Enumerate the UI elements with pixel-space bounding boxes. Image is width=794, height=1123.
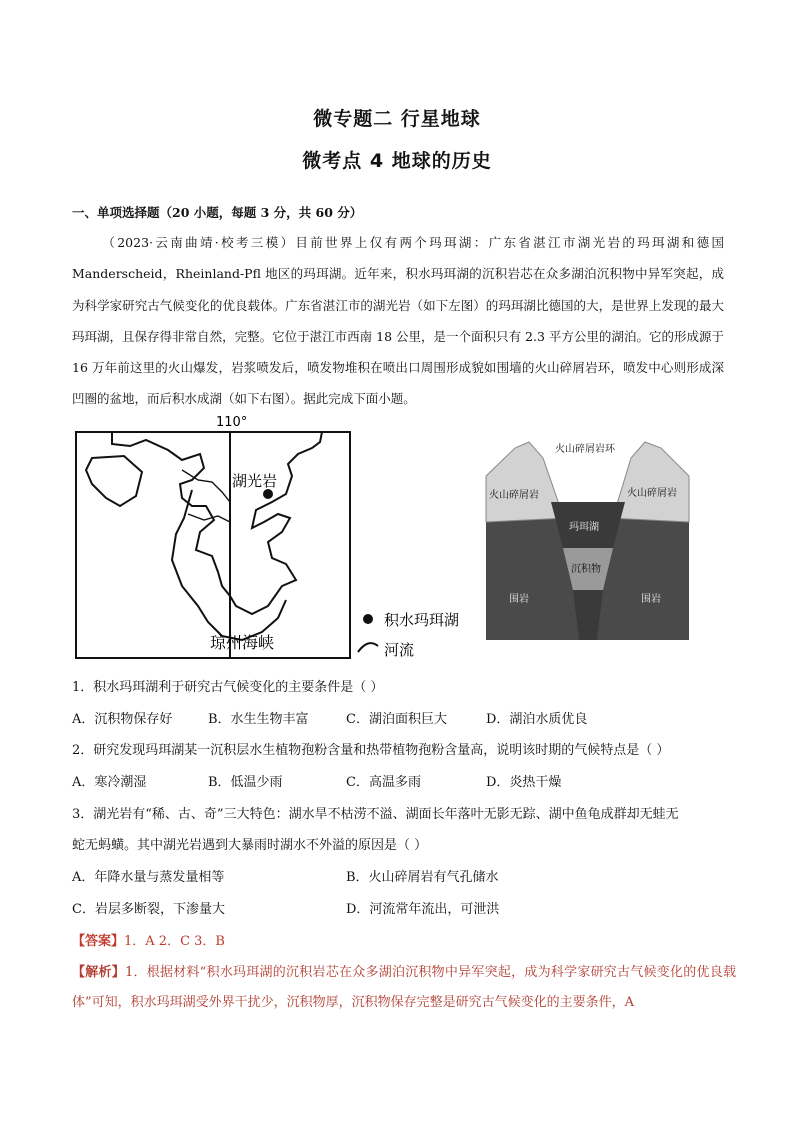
- question-1-option-b: B．水生生物丰富: [208, 712, 309, 727]
- legend-lake-marker: [363, 614, 373, 624]
- lake-location-marker: [263, 489, 273, 499]
- section-sediment-label: 沉积物: [571, 564, 601, 575]
- question-2-option-b: B．低温少雨: [208, 775, 283, 790]
- question-3-option-a: A．年降水量与蒸发量相等: [72, 870, 225, 885]
- material-text: （2023·云南曲靖·校考三模）目前世界上仅有两个玛珥湖：广东省湛江市湖光岩的玛珥湖和德国Manderscheid，Rheinland-Pfl 地区的玛珥湖。近年来，积水玛珥湖的沉积岩芯在众多湖泊沉积物中异军突起，成为科学家研究古气候变化的优良载体。广东省湛江市的湖光岩（如下左图）的玛珥湖比德国的大，是世界上发现的最大玛珥湖，且保存得非常自然，完整。它位于湛江市西南 18 公里，是一个面积只有 2.3 平方公里的湖泊。它的形成源于 16 万年前这里的火山爆发，岩浆喷发后，喷发物堆积在喷出口周围形成貌如围墙的火山碎屑岩环，喷发中心则形成深凹圈的盆地，而后积水成湖（如下右图）。据此完成下面小题。: [72, 235, 724, 407]
- answer-line: [72, 930, 225, 949]
- map-frame: [76, 432, 350, 658]
- question-2-option-c: C．高温多雨: [346, 775, 421, 790]
- question-2-option-a: A．寒冷潮湿: [72, 775, 147, 790]
- section-left-label: 火山碎屑岩: [489, 490, 539, 501]
- answer-text: 1．A 2．C 3．B: [124, 934, 225, 949]
- question-3-option-c: C．岩层多断裂，下渗量大: [72, 902, 225, 917]
- legend-river-icon: [358, 643, 378, 652]
- analysis-paragraph: [72, 958, 736, 1018]
- strait-label: 琼州海峡: [210, 633, 275, 652]
- question-1-option-d: D．湖泊水质优良: [486, 712, 588, 727]
- question-3-option-d: D．河流常年流出，可泄洪: [346, 902, 500, 917]
- material-paragraph: [72, 227, 724, 415]
- question-1-stem: 1．积水玛珥湖利于研究古气候变化的主要条件是（ ）: [72, 680, 384, 695]
- question-1-option-c: C．湖泊面积巨大: [346, 712, 447, 727]
- section-right-label: 火山碎屑岩: [627, 488, 677, 499]
- place-label: 湖光岩: [232, 472, 278, 490]
- section-top-label: 火山碎屑岩环: [555, 444, 615, 455]
- answer-tag: 【答案】: [72, 934, 125, 949]
- question-1-option-a: A．沉积物保存好: [72, 712, 173, 727]
- question-3-stem-line2: 蛇无蚂蟥。其中湖光岩遇到大暴雨时湖水不外溢的原因是（ ）: [72, 838, 428, 853]
- page-subtitle: 微考点 4 地球的历史: [302, 150, 492, 172]
- question-3-option-b: B．火山碎屑岩有气孔储水: [346, 870, 499, 885]
- section-lake-label: 玛珥湖: [569, 522, 599, 533]
- longitude-label: 110°: [216, 415, 248, 430]
- section-heading: 一、单项选择题（20 小题，每题 3 分，共 60 分）: [72, 205, 363, 220]
- analysis-text: 1．根据材料“积水玛珥湖的沉积岩芯在众多湖泊沉积物中异军突起，成为科学家研究古气候变化的优良载体”可知，积水玛珥湖受外界干扰少，沉积物厚，沉积物保存完整是研究古气候变化的主要条件，A: [72, 965, 736, 1010]
- location-map: [72, 410, 482, 660]
- page-title: 微专题二 行星地球: [313, 108, 481, 130]
- section-left-rock-label: 围岩: [509, 594, 529, 605]
- legend-river-label: 河流: [384, 641, 415, 659]
- legend-lake-label: 积水玛珥湖: [384, 611, 460, 629]
- section-right-rock-label: 围岩: [641, 594, 661, 605]
- question-2-stem: 2．研究发现玛珥湖某一沉积层水生植物孢粉含量和热带植物孢粉含量高，说明该时期的气候特点是（ ）: [72, 743, 670, 758]
- question-2-option-d: D．炎热干燥: [486, 775, 562, 790]
- analysis-tag: 【解析】: [72, 965, 125, 980]
- crater-lake-section: [485, 440, 690, 642]
- question-3-stem-line1: 3．湖光岩有“稀、古、奇”三大特色：湖水旱不枯涝不溢、湖面长年落叶无影无踪、湖中鱼龟成群却无蛙无: [72, 807, 679, 822]
